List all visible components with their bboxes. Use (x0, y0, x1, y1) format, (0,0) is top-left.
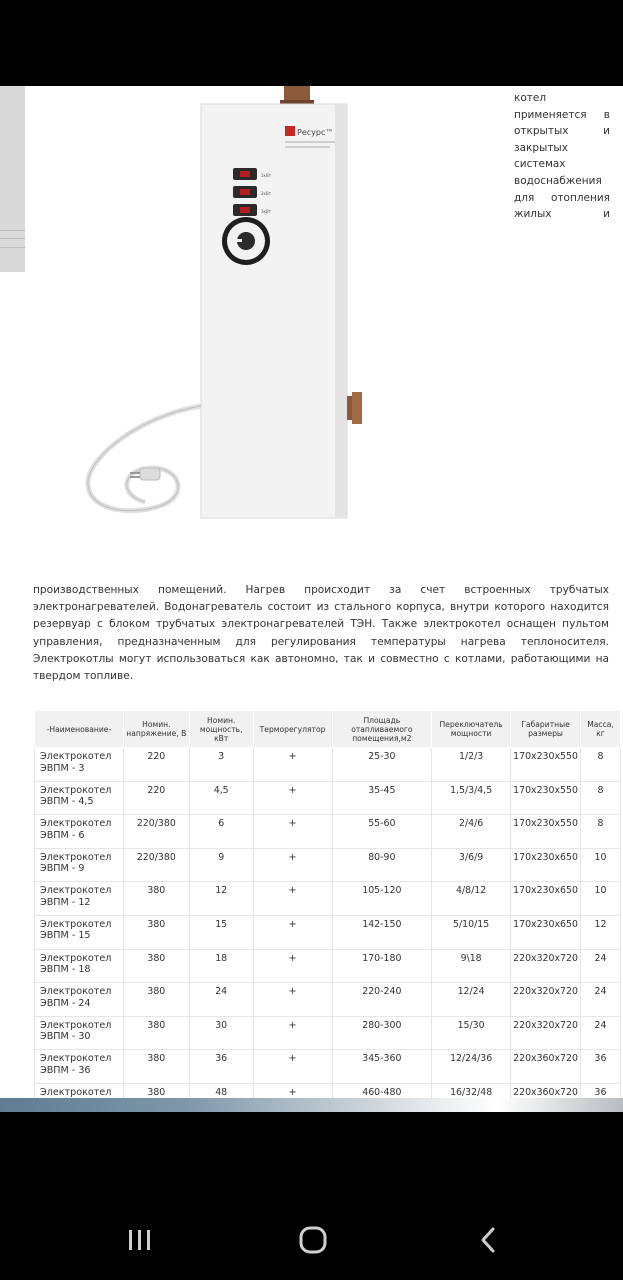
table-row (35, 781, 621, 815)
boiler-image (80, 86, 380, 526)
table-row (35, 848, 621, 882)
table-cell: + (253, 781, 332, 815)
table-cell: 142-150 (332, 915, 432, 949)
table-cell: 12 (189, 882, 253, 916)
table-cell: + (253, 882, 332, 916)
table-cell: 170x230x650 (511, 882, 581, 916)
table-cell: 170-180 (332, 949, 432, 983)
table-cell: 24 (581, 949, 621, 983)
model-name-cell: Электрокотел (35, 1083, 124, 1112)
image-viewer-page (0, 86, 623, 1112)
table-header-cell: -Наименование- (35, 711, 124, 748)
table-cell: 170x230x550 (511, 815, 581, 849)
table-cell: 170x230x550 (511, 781, 581, 815)
table-cell: 170x230x550 (511, 748, 581, 782)
model-name-cell: Электрокотел ЭВПМ - 15 (35, 915, 124, 949)
system-navigation-bar (0, 1200, 623, 1280)
table-cell: 24 (581, 983, 621, 1017)
table-cell: 170x230x650 (511, 848, 581, 882)
table-cell: 280-300 (332, 1016, 432, 1050)
table-cell: + (253, 748, 332, 782)
boiler-brand-label: Ресурс™ (297, 128, 334, 137)
table-cell: 55-60 (332, 815, 432, 849)
table-cell: 10 (581, 882, 621, 916)
table-row (35, 1016, 621, 1050)
table-cell: 36 (581, 1050, 621, 1084)
table-cell: 380 (123, 1050, 189, 1084)
table-header-cell: Номин. напряжение, В (123, 711, 189, 748)
table-cell: 4/8/12 (432, 882, 511, 916)
table-cell: + (253, 1050, 332, 1084)
table-cell: 3/6/9 (432, 848, 511, 882)
model-name-cell: Электрокотел ЭВПМ - 4,5 (35, 781, 124, 815)
spec-table (34, 710, 621, 1112)
table-cell: 220x320x720 (511, 983, 581, 1017)
table-cell: 9\18 (432, 949, 511, 983)
table-cell: 80-90 (332, 848, 432, 882)
description-paragraph: производственных помещений. Нагрев происходит за счет встроенных трубчатых электронагревателей. Водонагреватель состоит из стального корпуса, внутри которого находится резервуар с блоком трубчатых электронагревателей ТЭН. Также электрокотел оснащен пультом управления, предназначенным для регулирования температуры нагрева теплоносителя. Электрокотлы могут использоваться как автономно, так и совместно с котлами, работающими на твердом топливе. (33, 584, 609, 683)
table-cell: 25-30 (332, 748, 432, 782)
model-name-cell: Электрокотел ЭВПМ - 24 (35, 983, 124, 1017)
table-cell: 1/2/3 (432, 748, 511, 782)
table-header-cell: Масса, кг (581, 711, 621, 748)
table-cell: 9 (189, 848, 253, 882)
table-cell: 380 (123, 949, 189, 983)
table-row (35, 748, 621, 782)
table-cell: 105-120 (332, 882, 432, 916)
table-header-cell: Переключатель мощности (432, 711, 511, 748)
table-row (35, 882, 621, 916)
model-name-cell: Электрокотел ЭВПМ - 18 (35, 949, 124, 983)
table-cell: 36 (581, 1083, 621, 1112)
table-cell: 6 (189, 815, 253, 849)
model-name-cell: Электрокотел ЭВПМ - 3 (35, 748, 124, 782)
switch-label-3: 3кВт (261, 209, 272, 214)
table-cell: + (253, 1083, 332, 1112)
model-name-cell: Электрокотел ЭВПМ - 30 (35, 1016, 124, 1050)
table-cell: 8 (581, 781, 621, 815)
side-description-text: котел применяется в открытых и закрытых системах водоснабжения для отопления жилых и (514, 92, 610, 221)
table-cell: 220 (123, 748, 189, 782)
table-cell: 4,5 (189, 781, 253, 815)
table-cell: 220-240 (332, 983, 432, 1017)
table-cell: 12 (581, 915, 621, 949)
bottom-image-band (0, 1098, 623, 1112)
table-cell: + (253, 848, 332, 882)
home-icon[interactable] (293, 1220, 333, 1260)
table-cell: 170x230x650 (511, 915, 581, 949)
left-edge-strip (0, 86, 25, 272)
table-header-row (35, 711, 621, 748)
table-cell: 220/380 (123, 848, 189, 882)
table-cell: 220x360x720 (511, 1050, 581, 1084)
table-row (35, 983, 621, 1017)
table-cell: 35-45 (332, 781, 432, 815)
table-cell: 380 (123, 983, 189, 1017)
table-cell: + (253, 1016, 332, 1050)
table-cell: 8 (581, 815, 621, 849)
table-cell: 380 (123, 915, 189, 949)
table-header-cell: Площадь отапливаемого помещения,м2 (332, 711, 432, 748)
table-cell: 15/30 (432, 1016, 511, 1050)
table-cell: 18 (189, 949, 253, 983)
switch-label-2: 2кВт (261, 191, 272, 196)
table-cell: 24 (189, 983, 253, 1017)
table-cell: 1,5/3/4,5 (432, 781, 511, 815)
model-name-cell: Электрокотел ЭВПМ - 12 (35, 882, 124, 916)
model-name-cell: Электрокотел ЭВПМ - 36 (35, 1050, 124, 1084)
table-cell: 220x360x720 (511, 1083, 581, 1112)
table-cell: 12/24/36 (432, 1050, 511, 1084)
table-cell: 380 (123, 1016, 189, 1050)
table-cell: 30 (189, 1016, 253, 1050)
table-header-cell: Габаритные размеры (511, 711, 581, 748)
table-cell: 220x320x720 (511, 949, 581, 983)
table-cell: 220/380 (123, 815, 189, 849)
table-cell: 10 (581, 848, 621, 882)
table-cell: 460-480 (332, 1083, 432, 1112)
table-cell: 8 (581, 748, 621, 782)
model-name-cell: Электрокотел ЭВПМ - 9 (35, 848, 124, 882)
table-cell: 3 (189, 748, 253, 782)
model-name-cell: Электрокотел ЭВПМ - 6 (35, 815, 124, 849)
table-cell: + (253, 949, 332, 983)
recents-icon[interactable] (120, 1220, 160, 1260)
table-row (35, 1050, 621, 1084)
table-cell: 15 (189, 915, 253, 949)
table-cell: 24 (581, 1016, 621, 1050)
table-cell: 36 (189, 1050, 253, 1084)
back-icon[interactable] (468, 1220, 508, 1260)
table-cell: 2/4/6 (432, 815, 511, 849)
table-row (35, 949, 621, 983)
table-cell: + (253, 983, 332, 1017)
table-cell: + (253, 915, 332, 949)
table-cell: 220 (123, 781, 189, 815)
switch-label-1: 1кВт (261, 173, 272, 178)
table-cell: 48 (189, 1083, 253, 1112)
table-cell: + (253, 815, 332, 849)
table-cell: 5/10/15 (432, 915, 511, 949)
table-cell: 380 (123, 882, 189, 916)
table-row (35, 915, 621, 949)
table-cell: 345-360 (332, 1050, 432, 1084)
table-header-cell: Терморегулятор (253, 711, 332, 748)
table-cell: 220x320x720 (511, 1016, 581, 1050)
table-header-cell: Номин. мощность, кВт (189, 711, 253, 748)
table-cell: 16/32/48 (432, 1083, 511, 1112)
table-cell: 12/24 (432, 983, 511, 1017)
table-row (35, 815, 621, 849)
table-cell: 380 (123, 1083, 189, 1112)
